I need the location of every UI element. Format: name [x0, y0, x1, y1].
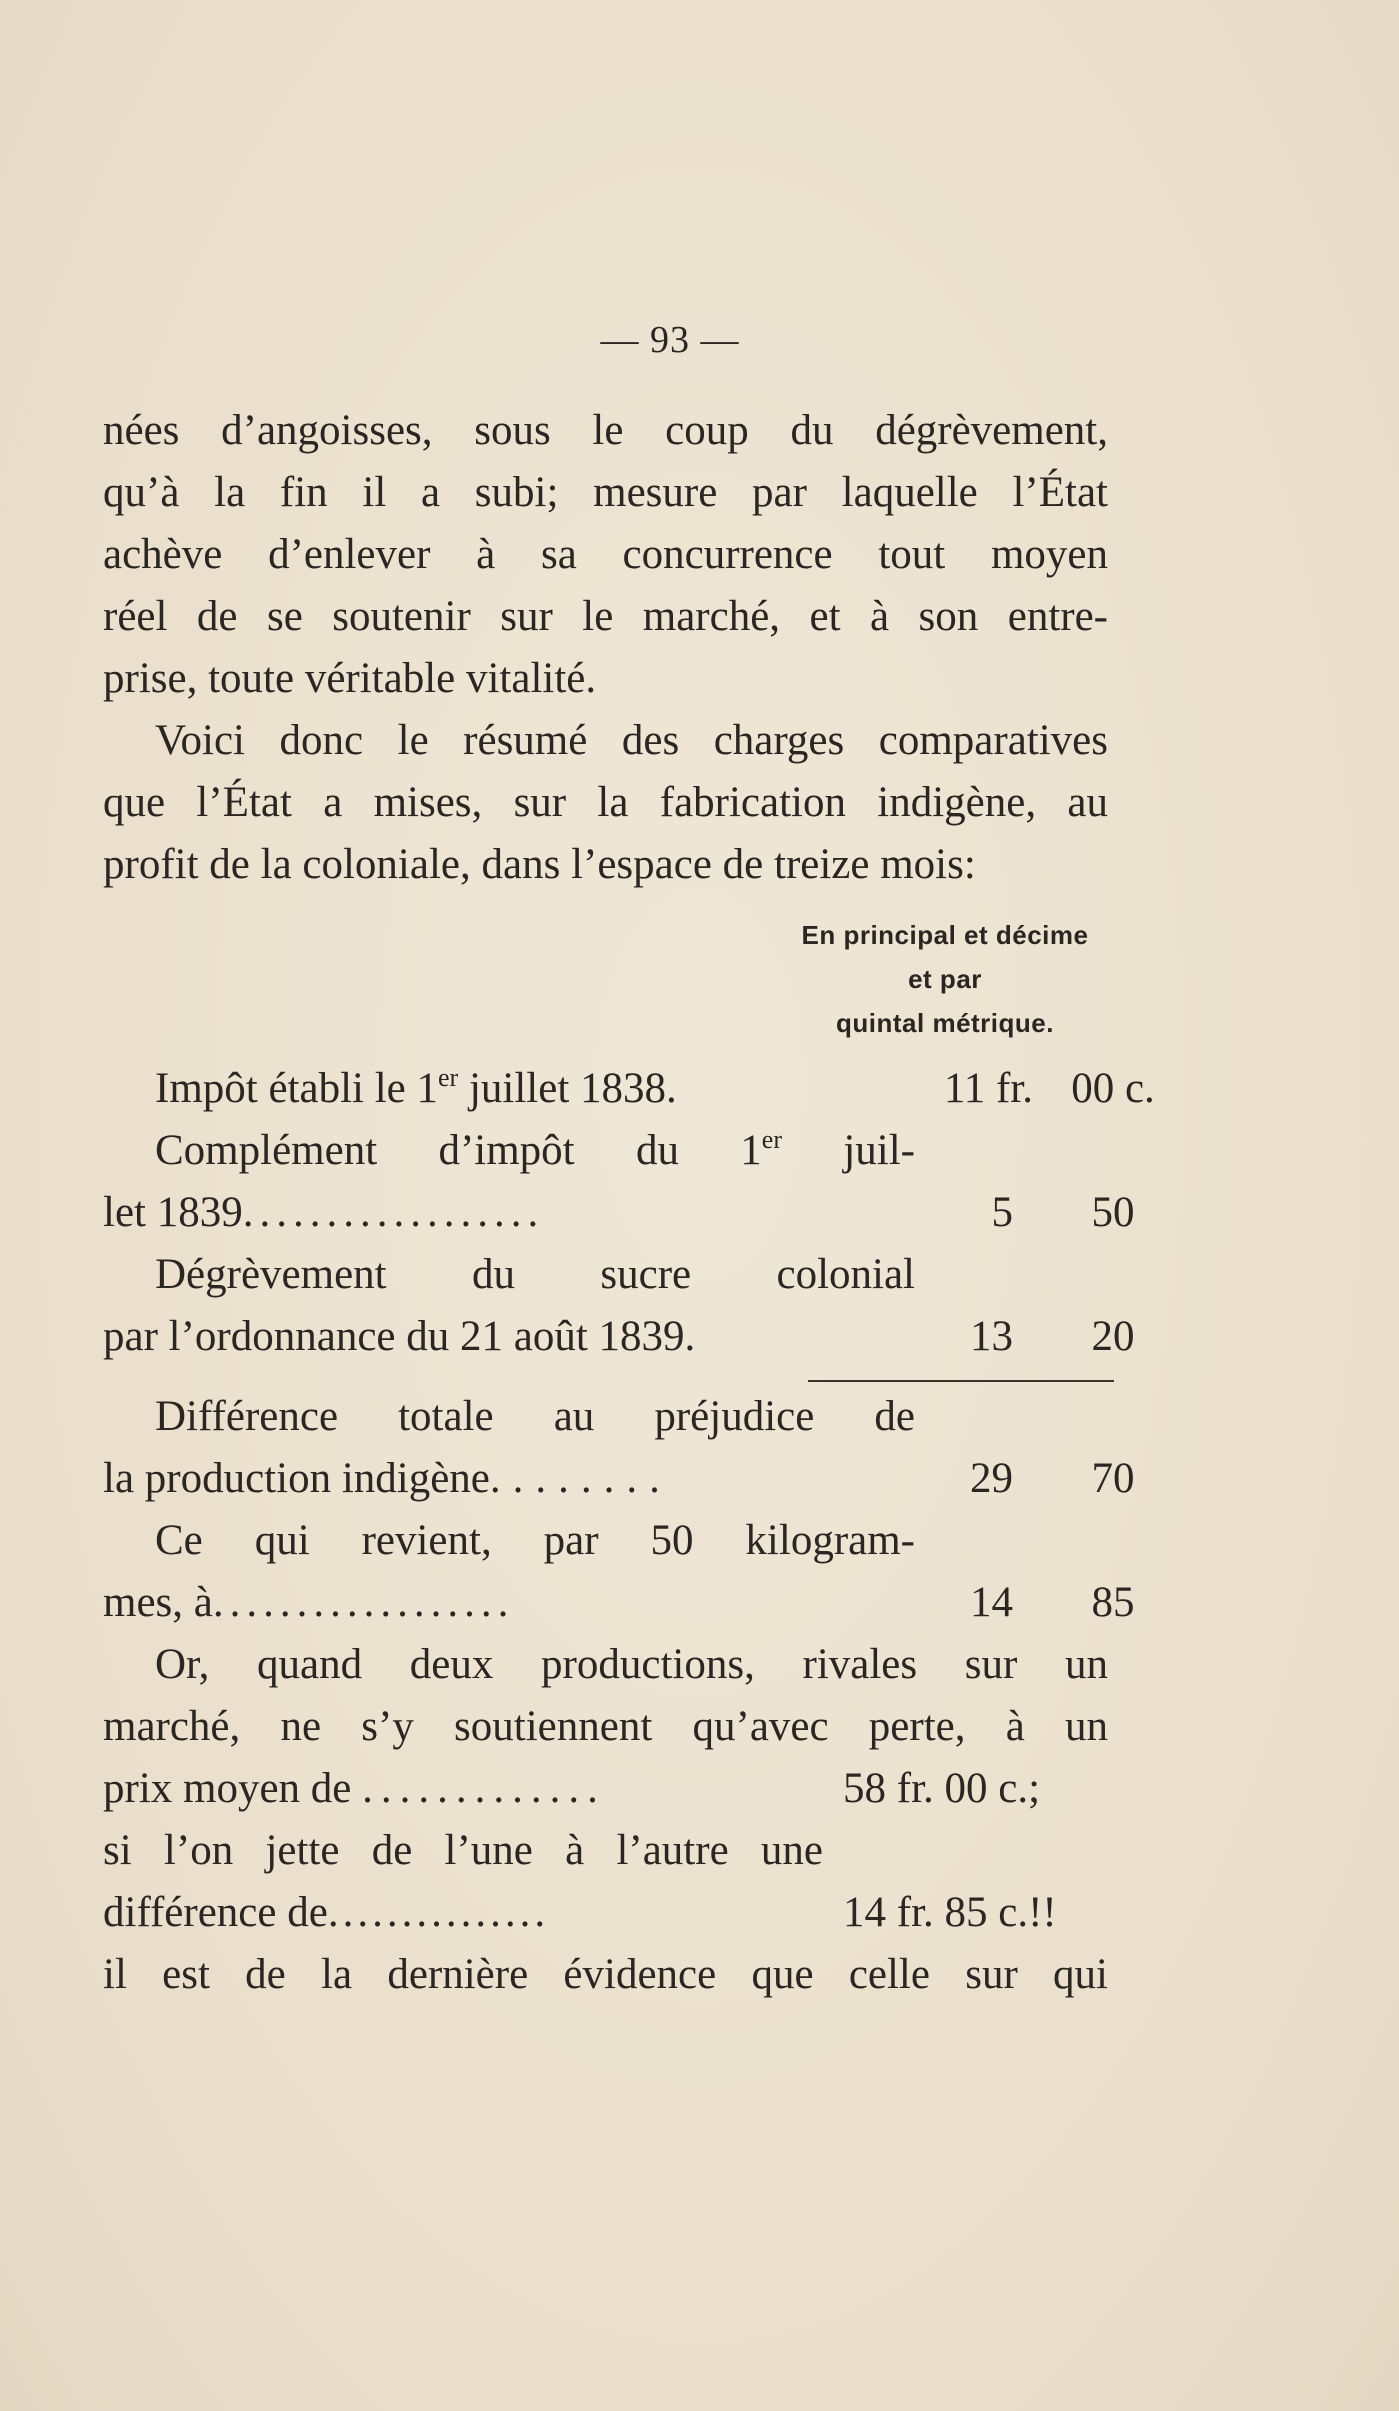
- column-header-line: En principal et décime: [801, 920, 1089, 950]
- table-row: [103, 1120, 1103, 1182]
- text-line: achève d’enlever à sa concurrence tout moyen: [103, 531, 1108, 578]
- text-line: marché, ne s’y soutiennent qu’avec perte, à un: [103, 1703, 1108, 1750]
- row-label: Ce qui revient, par 50 kilogram-: [155, 1517, 915, 1564]
- text-line: profit de la coloniale, dans l’espace de treize mois:: [103, 841, 976, 888]
- text-line: Voici donc le résumé des charges comparatives: [155, 717, 1108, 764]
- table-row: [103, 1386, 1103, 1448]
- text-line: que l’État a mises, sur la fabrication indigène, au: [103, 779, 1108, 826]
- value-centimes: 85: [1091, 1579, 1135, 1626]
- row-label: prix moyen de .............: [103, 1765, 606, 1812]
- row-label: let 1839..................: [103, 1189, 545, 1236]
- table-row: [103, 1448, 1135, 1510]
- text-line: prise, toute véritable vitalité.: [103, 655, 597, 702]
- value-francs: 11 fr.: [943, 1065, 1033, 1112]
- text-line: qu’à la fin il a subi; mesure par laquelle l’État: [103, 469, 1108, 516]
- table-row: [103, 1572, 1135, 1634]
- table-row: [103, 1510, 1103, 1572]
- value-francs: 14: [970, 1579, 1013, 1626]
- text-line: si l’on jette de l’une à l’autre une: [103, 1827, 823, 1874]
- column-header-line: et par: [908, 964, 982, 994]
- value-centimes: 50: [1091, 1189, 1135, 1236]
- value-francs: 29: [970, 1455, 1013, 1502]
- sum-rule: [808, 1380, 1114, 1382]
- difference-value: 14 fr. 85 c.!!: [843, 1889, 1057, 1936]
- text-line: nées d’angoisses, sous le coup du dégrèvement,: [103, 407, 1108, 454]
- row-label: mes, à..................: [103, 1579, 515, 1626]
- value-francs: 13: [970, 1313, 1013, 1360]
- value-centimes: 20: [1091, 1313, 1135, 1360]
- row-label: différence de...............: [103, 1889, 550, 1936]
- text-line: [103, 1758, 1103, 1820]
- text-line: [103, 1882, 1103, 1944]
- table-row: [103, 1306, 1135, 1368]
- row-label: la production indigène........: [103, 1455, 672, 1502]
- row-label: Complément d’impôt du 1er juil-: [155, 1125, 915, 1174]
- table-row: [103, 1058, 1155, 1120]
- value-centimes: 00 c.: [1071, 1065, 1155, 1112]
- row-label: Différence totale au préjudice de: [155, 1393, 915, 1440]
- value-centimes: 70: [1091, 1455, 1135, 1502]
- text-line: il est de la dernière évidence que celle sur qui: [103, 1951, 1108, 1998]
- row-label: par l’ordonnance du 21 août 1839.: [103, 1313, 696, 1360]
- table-row: [103, 1182, 1135, 1244]
- text-line: réel de se soutenir sur le marché, et à son entre-: [103, 593, 1108, 640]
- page-number: — 93 —: [600, 319, 740, 361]
- column-header-line: quintal métrique.: [836, 1008, 1054, 1038]
- price-value: 58 fr. 00 c.;: [843, 1765, 1041, 1812]
- table-row: [103, 1244, 1103, 1306]
- row-label: Impôt établi le 1er juillet 1838.: [155, 1063, 677, 1112]
- text-line: Or, quand deux productions, rivales sur un: [155, 1641, 1108, 1688]
- row-label: Dégrèvement du sucre colonial: [155, 1251, 915, 1298]
- value-francs: 5: [991, 1189, 1013, 1236]
